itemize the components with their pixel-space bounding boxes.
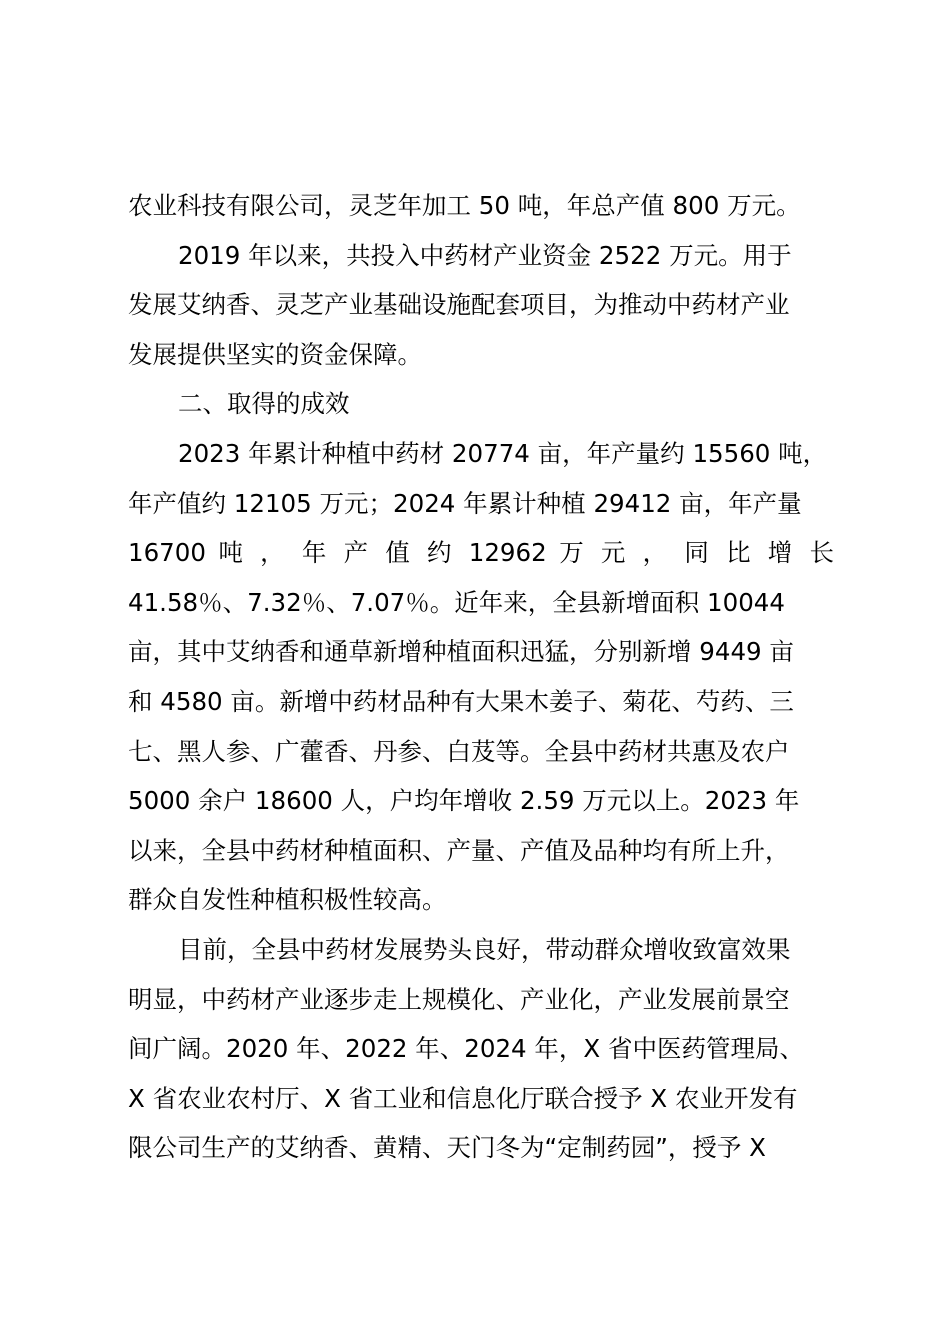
text-line: 年产值约 12105 万元；2024 年累计种植 29412 亩，年产量: [128, 488, 802, 518]
text-line: 七、黑人参、广藿香、丹参、白芨等。全县中药材共惠及农户: [128, 736, 790, 766]
text-line: 5000 余户 18600 人，户均年增收 2.59 万元以上。2023 年: [128, 786, 800, 816]
text-line: 2019 年以来，共投入中药材产业资金 2522 万元。用于: [178, 240, 792, 270]
text-line: 间广阔。2020 年、2022 年、2024 年，X 省中医药管理局、: [128, 1034, 804, 1064]
text-line: 发展提供坚实的资金保障。: [128, 339, 422, 369]
text-line: 发展艾纳香、灵芝产业基础设施配套项目，为推动中药材产业: [128, 290, 790, 320]
text-line: 2023 年累计种植中药材 20774 亩，年产量约 15560 吨，: [178, 438, 828, 468]
text-line: 农业科技有限公司，灵芝年加工 50 吨，年总产值 800 万元。: [128, 191, 801, 220]
document-body: [128, 181, 834, 1173]
text-line: 目前，全县中药材发展势头良好，带动群众增收致富效果: [178, 934, 791, 964]
text-line: 16700 吨 ， 年 产 值 约 12962 万 元 ， 同 比 增 长: [128, 538, 834, 568]
text-line: 群众自发性种植积极性较高。: [128, 885, 447, 915]
text-line: 亩，其中艾纳香和通草新增种植面积迅猛，分别新增 9449 亩: [128, 637, 794, 667]
section-heading: 二、取得的成效: [178, 389, 350, 419]
text-line: 和 4580 亩。新增中药材品种有大果木姜子、菊花、芍药、三: [128, 686, 794, 716]
text-line: 限公司生产的艾纳香、黄精、天门冬为“定制药园”，授予 X: [128, 1133, 766, 1163]
text-line: 41.58％、7.32％、7.07％。近年来，全县新增面积 10044: [128, 587, 785, 617]
text-line: 以来，全县中药材种植面积、产量、产值及品种均有所上升，: [128, 835, 790, 865]
text-line: 明显，中药材产业逐步走上规模化、产业化，产业发展前景空: [128, 984, 790, 1014]
text-line: X 省农业农村厅、X 省工业和信息化厅联合授予 X 农业开发有: [128, 1083, 798, 1113]
